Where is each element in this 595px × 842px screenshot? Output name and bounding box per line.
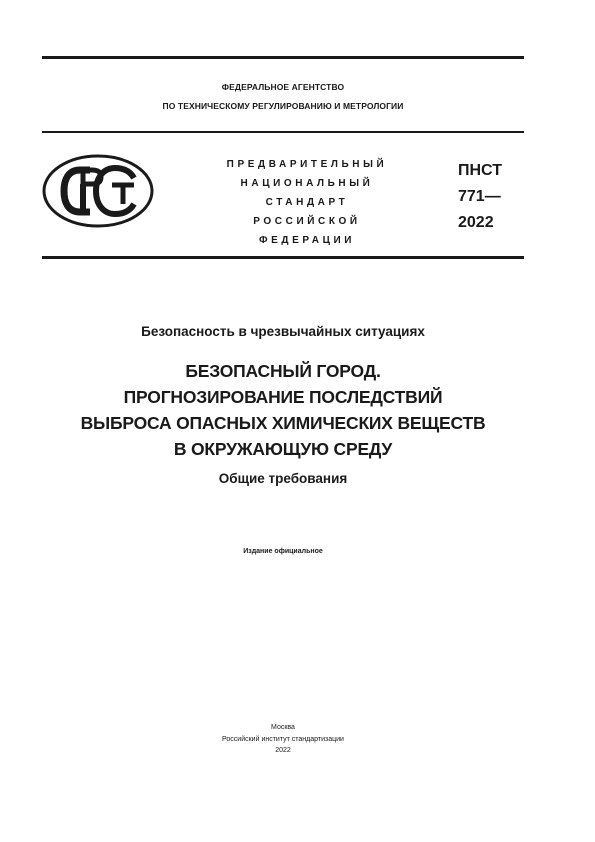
- standard-type-line: РОССИЙСКОЙ: [253, 216, 361, 227]
- agency-rule: [42, 131, 524, 133]
- standard-number-line: 2022: [458, 214, 494, 231]
- standard-type-line: СТАНДАРТ: [265, 197, 349, 208]
- standard-type: [212, 155, 402, 250]
- header-bottom-rule: [42, 256, 524, 259]
- standard-number-line: ПНСТ: [458, 162, 502, 179]
- edition-note: Издание официальное: [243, 548, 323, 555]
- agency-line-2: ПО ТЕХНИЧЕСКОМУ РЕГУЛИРОВАНИЮ И МЕТРОЛОГИИ: [162, 101, 404, 111]
- document-title: [36, 358, 530, 462]
- footer-city: Москва: [271, 724, 295, 731]
- footer-year: 2022: [275, 747, 291, 754]
- standard-number: [458, 158, 502, 236]
- document-subtitle: Общие требования: [218, 471, 348, 486]
- footer-publisher: Российский институт стандартизации: [222, 735, 344, 743]
- title-line: В ОКРУЖАЮЩУЮ СРЕДУ: [173, 439, 393, 459]
- standard-type-line: ФЕДЕРАЦИИ: [258, 235, 356, 246]
- title-line: ВЫБРОСА ОПАСНЫХ ХИМИЧЕСКИХ ВЕЩЕСТВ: [80, 413, 486, 433]
- top-rule: [42, 56, 524, 59]
- standard-type-line: НАЦИОНАЛЬНЫЙ: [240, 178, 374, 189]
- document-subject: Безопасность в чрезвычайных ситуациях: [141, 324, 425, 339]
- title-line: ПРОГНОЗИРОВАНИЕ ПОСЛЕДСТВИЙ: [123, 387, 443, 407]
- title-line: БЕЗОПАСНЫЙ ГОРОД.: [185, 361, 381, 381]
- standard-number-line: 771—: [458, 188, 501, 205]
- standard-type-line: ПРЕДВАРИТЕЛЬНЫЙ: [226, 159, 388, 170]
- agency-line-1: ФЕДЕРАЛЬНОЕ АГЕНТСТВО: [221, 82, 345, 92]
- publication-footer: [42, 722, 524, 757]
- rst-emblem-icon: [42, 154, 154, 228]
